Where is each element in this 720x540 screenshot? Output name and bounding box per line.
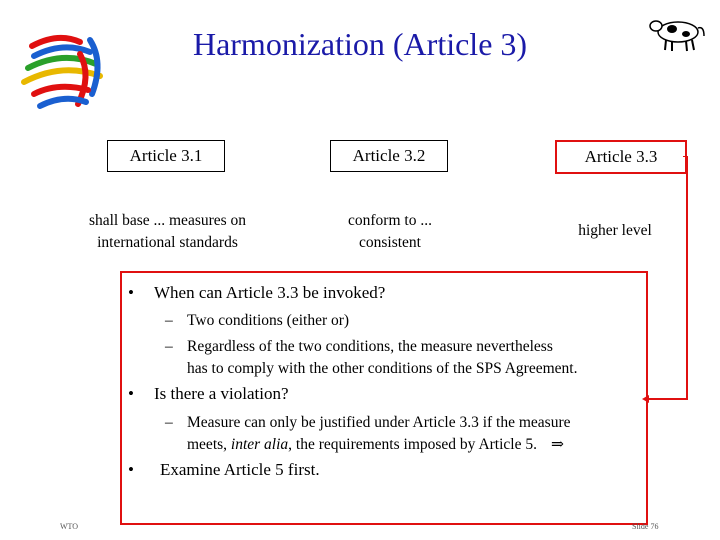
right-arrow-icon: ⇒: [550, 436, 564, 453]
article-3-2-box: Article 3.2: [330, 140, 448, 172]
sub-regardless: Regardless of the two conditions, the measure nevertheless has to comply with the other conditions of the SPS Agreement.: [187, 338, 578, 377]
sub-measure-justified-line2: meets, inter alia, the requirements imposed by Article 5. ⇒: [187, 436, 564, 453]
bullet-marker: •: [128, 384, 134, 403]
bullet-violation: Is there a violation?: [154, 384, 289, 403]
bullet-examine-article-5: Examine Article 5 first.: [160, 460, 320, 479]
footer-wto: WTO: [60, 522, 79, 531]
slide-title: Harmonization (Article 3): [192, 26, 528, 62]
article-3-3-description: higher level: [578, 222, 652, 239]
article-3-2-description: conform to ... consistent: [348, 212, 432, 251]
dash-marker: –: [165, 414, 173, 431]
wto-logo-icon: [18, 24, 118, 124]
bullet-marker: •: [128, 283, 134, 302]
dash-marker: –: [165, 312, 173, 329]
article-3-1-description: shall base ... measures on international standards: [88, 212, 247, 251]
article-3-1-box: Article 3.1: [107, 140, 225, 172]
footer-slide-number: Slide 76: [632, 522, 659, 531]
sub-two-conditions: Two conditions (either or): [187, 312, 350, 329]
bullet-marker: •: [128, 460, 134, 479]
dash-marker: –: [165, 338, 173, 355]
bullet-when-invoked: When can Article 3.3 be invoked?: [154, 283, 386, 302]
sub-measure-justified: Measure can only be justified under Article 3.3 if the measure meets, inter alia, the requirements imposed by Article 5. ⇒: [187, 412, 647, 456]
article-3-3-box: Article 3.3: [555, 140, 687, 174]
cow-icon: [648, 14, 708, 54]
